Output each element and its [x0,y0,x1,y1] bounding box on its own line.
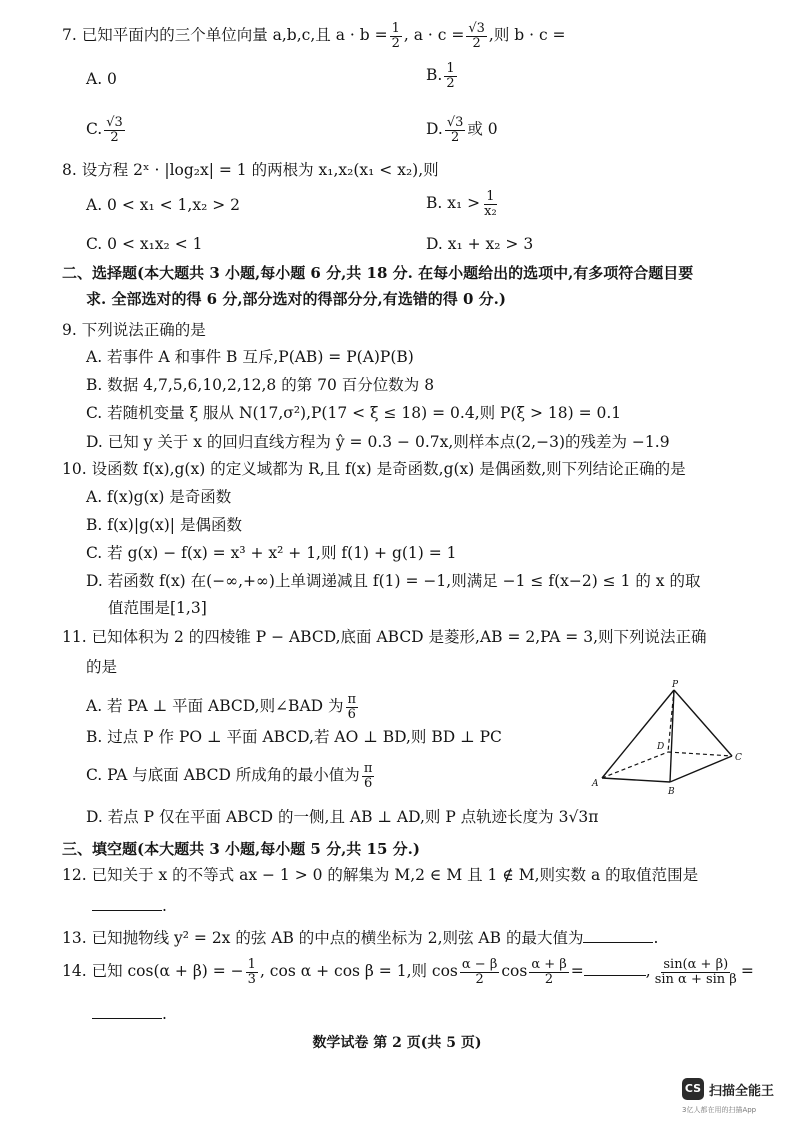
edge-pb [670,690,674,782]
vertex-label-p: P [672,680,679,690]
q10-option-d-line1: D. 若函数 f(x) 在(−∞,+∞)上单调递减且 f(1) = −1,则满足 −1 ≤ f(x−2) ≤ 1 的 x 的取 [86,572,701,590]
q10-option-a: A. f(x)g(x) 是奇函数 [86,488,232,506]
section2-heading-line1: 二、选择题(本大题共 3 小题,每小题 6 分,共 18 分. 在每小题给出的选项中,有多项符合题目要 [62,264,694,282]
edge-dc-hidden [668,752,732,756]
q14-answer: . [92,1004,167,1023]
q10-option-b: B. f(x)|g(x)| 是偶函数 [86,516,242,534]
q9-stem: 9. 下列说法正确的是 [62,321,206,339]
q11-stem-line1: 11. 已知体积为 2 的四棱锥 P − ABCD,底面 ABCD 是菱形,AB = 2,PA = 3,则下列说法正确 [62,628,707,646]
vertex-label-b: B [668,787,675,797]
watermark-name: 扫描全能王 [709,1084,775,1099]
q7-stem-part1: 7. 已知平面内的三个单位向量 a,b,c,且 a · b = [62,26,388,45]
q11-option-d: D. 若点 P 仅在平面 ABCD 的一侧,且 AB ⊥ AD,则 P 点轨迹长度为 3√3π [86,808,599,826]
q8-option-b: B. x₁ > $\frac{1}{\text{x₂}}$ [426,189,497,219]
q9-option-d: D. 已知 y 关于 x 的回归直线方程为 ŷ = 0.3 − 0.7x,则样本点(2,−3)的残差为 −1.9 [86,433,670,451]
q10-option-d-line2: 值范围是[1,3] [108,599,207,617]
q7-option-a: A. 0 [86,70,117,88]
q11-option-c: C. PA 与底面 ABCD 所成角的最小值为 $\frac{\pi}{6}$ [86,761,373,791]
vertex-label-d: D [657,742,665,752]
q9-option-c: C. 若随机变量 ξ 服从 N(17,σ²),P(17 < ξ ≤ 18) = 0.4,则 P(ξ > 18) = 0.1 [86,404,622,422]
section3-heading: 三、填空题(本大题共 3 小题,每小题 5 分,共 15 分.) [62,840,420,858]
watermark-tagline: 3亿人都在用的扫描App [682,1106,757,1114]
q14-answer-blank-2[interactable] [92,1004,162,1019]
q7-stem [62,22,566,50]
q10-option-c: C. 若 g(x) − f(x) = x³ + x² + 1,则 f(1) + g(1) = 1 [86,544,457,562]
q7-option-b: B. $\frac{1}{2}$ [426,61,455,91]
edge-pc [674,690,732,756]
q8-option-c: C. 0 < x₁x₂ < 1 [86,235,203,253]
pyramid-figure [590,678,750,798]
q7-option-c: C. $\frac{√3}{2}$ [86,115,123,145]
q12-answer: . [92,896,167,915]
q11-option-b: B. 过点 P 作 PO ⊥ 平面 ABCD,若 AO ⊥ BD,则 BD ⊥ PC [86,728,502,746]
q7-option-d: D. $\frac{√3}{2}$ 或 0 [426,115,498,145]
vertex-label-c: C [735,753,742,763]
q9-option-a: A. 若事件 A 和事件 B 互斥,P(AB) = P(A)P(B) [86,348,414,366]
q13-stem: 13. 已知抛物线 y² = 2x 的弦 AB 的中点的横坐标为 2,则弦 AB 的最大值为 . [62,929,659,947]
camscanner-icon: CS [682,1078,704,1100]
section2-heading-line2: 求. 全部选对的得 6 分,部分选对的得部分分,有选错的得 0 分.) [86,290,506,308]
q11-stem-line2: 的是 [86,658,118,676]
edge-ab [602,778,670,782]
page-footer: 数学试卷 第 2 页(共 5 页) [312,1035,482,1051]
q7-frac-ac: $\frac{√3}{2}$ [468,21,485,51]
q8-option-d: D. x₁ + x₂ > 3 [426,235,534,253]
q11-option-a: A. 若 PA ⊥ 平面 ABCD,则∠BAD 为 $\frac{\pi}{6}$ [86,692,357,722]
q8-stem: 8. 设方程 2ˣ · |log₂x| = 1 的两根为 x₁,x₂(x₁ < x₂),则 [62,161,439,179]
q8-option-a: A. 0 < x₁ < 1,x₂ > 2 [86,196,240,214]
vertex-label-a: A [592,779,599,789]
q10-stem: 10. 设函数 f(x),g(x) 的定义域都为 R,且 f(x) 是奇函数,g(x) 是偶函数,则下列结论正确的是 [62,460,686,478]
q12-answer-blank[interactable] [92,896,162,911]
q7-stem-part2: , a · c = [403,26,465,45]
q7-frac-ab: $\frac{1}{2}$ [391,21,400,51]
q9-option-b: B. 数据 4,7,5,6,10,2,12,8 的第 70 百分位数为 8 [86,376,435,394]
q13-answer-blank[interactable] [583,928,653,943]
edge-pa [602,690,674,778]
edge-bc [670,756,732,782]
scanner-watermark [682,1078,788,1118]
q12-stem: 12. 已知关于 x 的不等式 ax − 1 > 0 的解集为 M,2 ∈ M 且 1 ∉ M,则实数 a 的取值范围是 [62,866,699,884]
q14-answer-blank-1[interactable] [584,961,646,976]
q14-stem: 14. 已知 cos(α + β) = − $\frac{1}{3}$ , cos α + cos β = 1,则 cos $\frac{\alpha - \beta}{2}$ cos $\frac{\alpha + \beta}{2}$ = , $\frac{\sin(\alpha + \beta)}{\text{sin α + sin β}}$ = [62,957,754,987]
q7-stem-part3: ,则 b · c = [488,26,566,45]
